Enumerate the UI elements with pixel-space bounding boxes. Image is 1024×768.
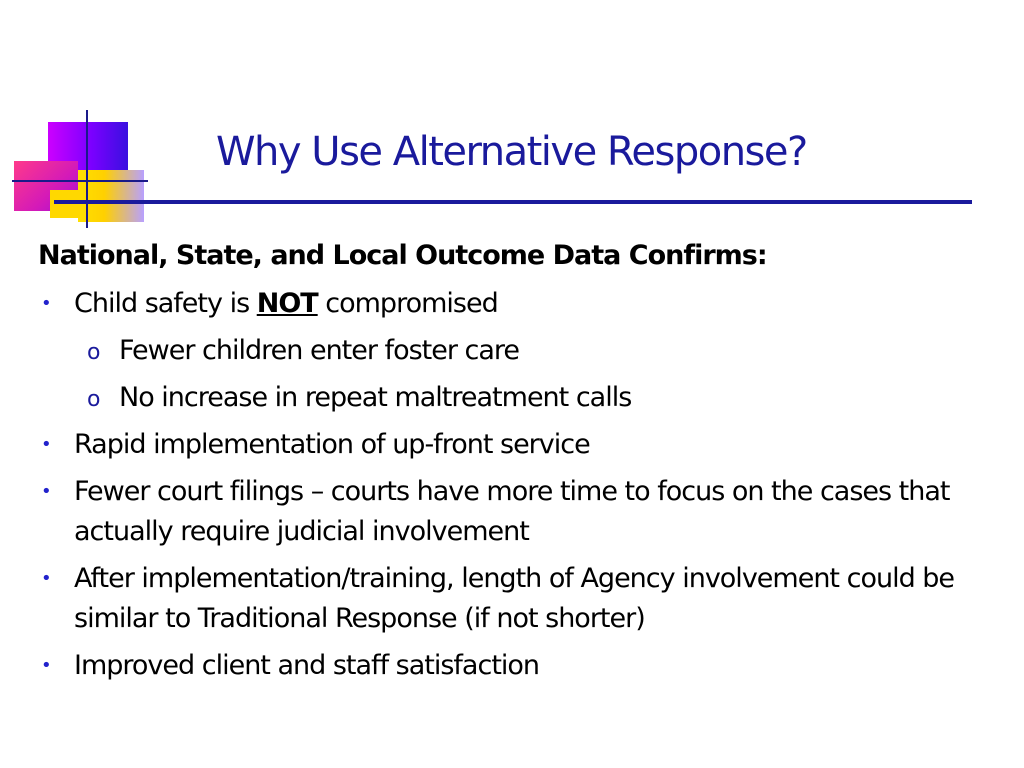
slide-body bbox=[38, 236, 998, 693]
circle-bullet-icon: o bbox=[87, 387, 100, 412]
slide-title: Why Use Alternative Response? bbox=[216, 129, 807, 175]
bullet-text: After implementation/training, length of Agency involvement could be similar to Traditional Response (if not shorter) bbox=[74, 563, 955, 634]
bullet-text: Improved client and staff satisfaction bbox=[74, 650, 540, 681]
bullet-icon: • bbox=[41, 293, 51, 314]
yellow-small-square bbox=[50, 190, 80, 218]
logo-vertical-line bbox=[86, 110, 88, 228]
bullet-item bbox=[38, 559, 998, 639]
bullet-text-part: Child safety is bbox=[74, 288, 257, 319]
bullet-item bbox=[38, 646, 998, 686]
title-divider bbox=[54, 200, 972, 204]
bullet-icon: • bbox=[41, 434, 51, 455]
circle-bullet-icon: o bbox=[87, 340, 100, 365]
bullet-item bbox=[38, 472, 998, 552]
bullet-icon: • bbox=[41, 568, 51, 589]
body-heading: National, State, and Local Outcome Data Confirms: bbox=[38, 240, 767, 271]
bullet-text: Rapid implementation of up-front service bbox=[74, 429, 590, 460]
decorative-squares-logo bbox=[0, 0, 160, 240]
sub-bullet-text: No increase in repeat maltreatment calls bbox=[119, 382, 632, 413]
bullet-text-part: compromised bbox=[317, 288, 498, 319]
sub-bullet-item bbox=[38, 378, 998, 418]
logo-horizontal-line bbox=[12, 180, 148, 182]
bullet-icon: • bbox=[41, 655, 51, 676]
sub-bullet-text: Fewer children enter foster care bbox=[119, 335, 520, 366]
bullet-text: Fewer court filings – courts have more time to focus on the cases that actually require judicial involvement bbox=[74, 476, 950, 547]
bullet-item bbox=[38, 425, 998, 465]
bullet-item bbox=[38, 284, 998, 324]
bullet-icon: • bbox=[41, 481, 51, 502]
sub-bullet-item bbox=[38, 331, 998, 371]
emphasis-not: NOT bbox=[256, 288, 318, 319]
